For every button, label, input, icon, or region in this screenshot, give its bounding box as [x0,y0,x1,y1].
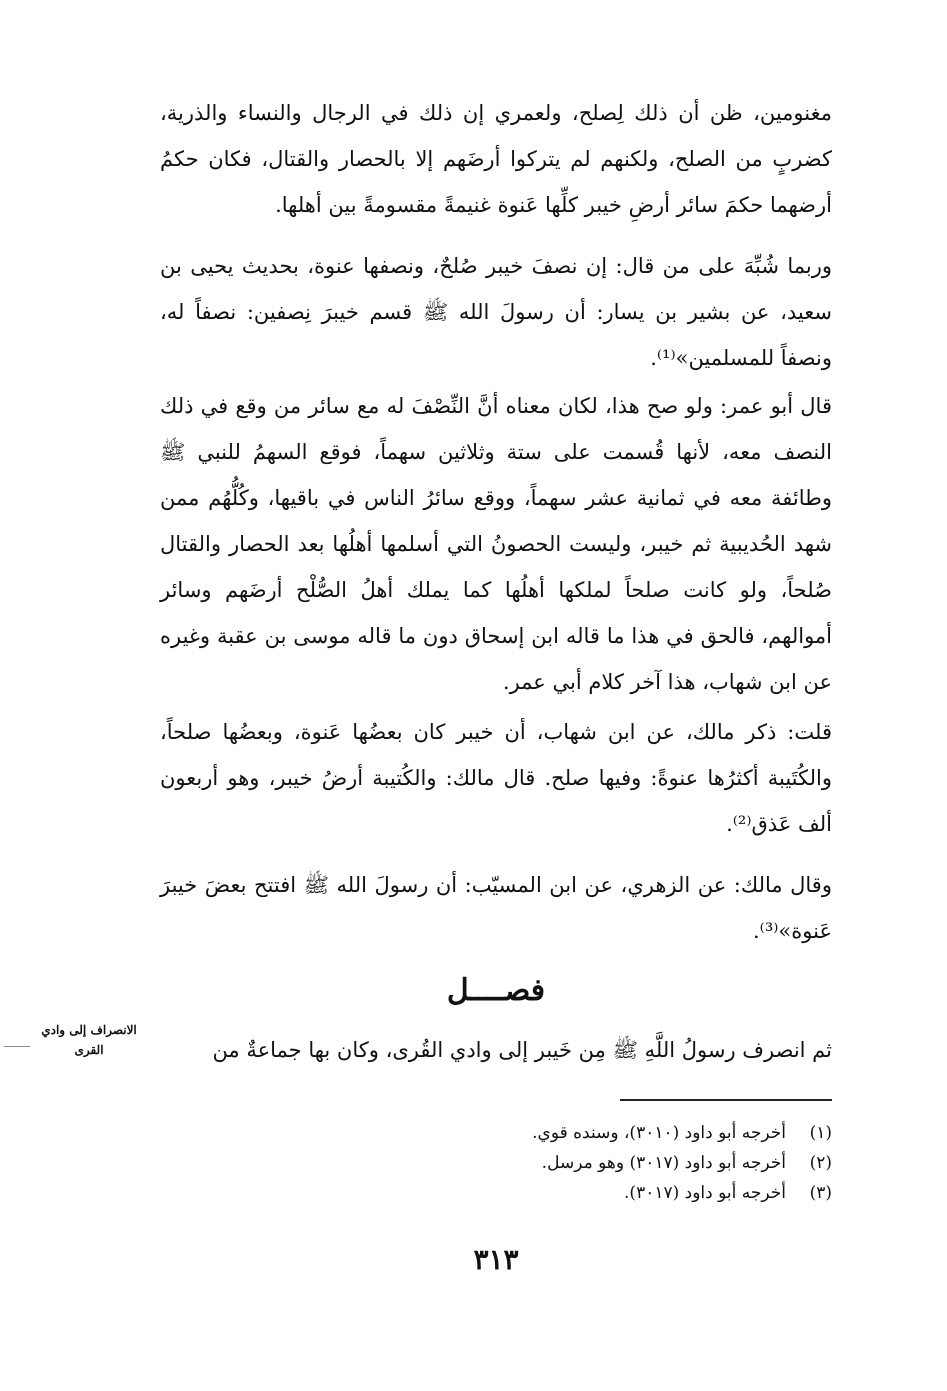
footnote-number: (٢) [809,1153,832,1173]
margin-note-rule [4,1046,30,1047]
footnote-number: (٣) [809,1183,832,1203]
section-title: فصــــل [446,973,546,1008]
paragraph: قلت: ذكر مالك، عن ابن شهاب، أن خيبر كان بعضُها عَنوة، وبعضُها صلحاً، والكُتَيبة أكثرُها عنوةً: وفيها صلح. قال مالك: والكُتيبة أرضُ خيبر، وهو أربعون ألف عَذق⁽²⁾. [160,720,832,836]
footnotes-list [160,1118,832,1208]
footnote-number: (١) [809,1123,832,1143]
footnote-text: أخرجه أبو داود (٣٠١٠)، وسنده قوي. [532,1123,786,1143]
footnote-divider [620,1099,832,1101]
margin-note: الانصراف إلى وادي القرى [41,1023,137,1057]
footnote-text: أخرجه أبو داود (٣٠١٧) وهو مرسل. [541,1153,786,1173]
paragraph: وربما شُبِّهَ على من قال: إن نصفَ خيبر صُلحٌ، ونصفها عنوة، بحديث يحيى بن سعيد، عن بشير بن يسار: أن رسولَ الله ﷺ قسم خيبرَ نِصفين: نصفاً له، ونصفاً للمسلمين»⁽¹⁾. [160,254,832,370]
paragraph: ثم انصرف رسولُ اللَّهِ ﷺ مِن خَيبر إلى وادي القُرى، وكان بها جماعةٌ من [212,1038,832,1062]
paragraph: وقال مالك: عن الزهري، عن ابن المسيّب: أن رسولَ الله ﷺ افتتح بعضَ خيبرَ عَنوة»⁽³⁾. [160,873,832,943]
footnote [160,1178,832,1208]
paragraph: مغنومين، ظن أن ذلك لِصلح، ولعمري إن ذلك في الرجال والنساء والذرية، كضربٍ من الصلح، ولكنهم لم يتركوا أرضَهم إلا بالحصار والقتال، فكان حكمُ أرضهما حكمَ سائر أرضِ خيبر كلِّها عَنوة غنيمةً مقسومةً بين أهلها. [160,101,832,217]
footnote-text: أخرجه أبو داود (٣٠١٧). [624,1183,786,1203]
page-number: ٣١٣ [473,1243,519,1276]
paragraph: قال أبو عمر: ولو صح هذا، لكان معناه أنَّ النِّصْفَ له مع سائر من وقع في ذلك النصف معه، لأنها قُسمت على ستة وثلاثين سهماً، فوقع السهمُ للنبي ﷺ وطائفة معه في ثمانية عشر سهماً، ووقع سائرُ الناس في باقيها، وكُلُّهُم ممن شهد الحُديبية ثم خيبر، وليست الحصونُ التي أسلمها أهلُها بعد الحصار والقتال صُلحاً، ولو كانت صلحاً لملكها أهلُها كما يملك أهلُ الصُّلْح أرضَهم وسائر أموالهم، فالحق في هذا ما قاله ابن إسحاق دون ما قاله موسى بن عقبة وغيره عن ابن شهاب، هذا آخر كلام أبي عمر. [160,394,832,694]
footnote [160,1148,832,1178]
footnote [160,1118,832,1148]
